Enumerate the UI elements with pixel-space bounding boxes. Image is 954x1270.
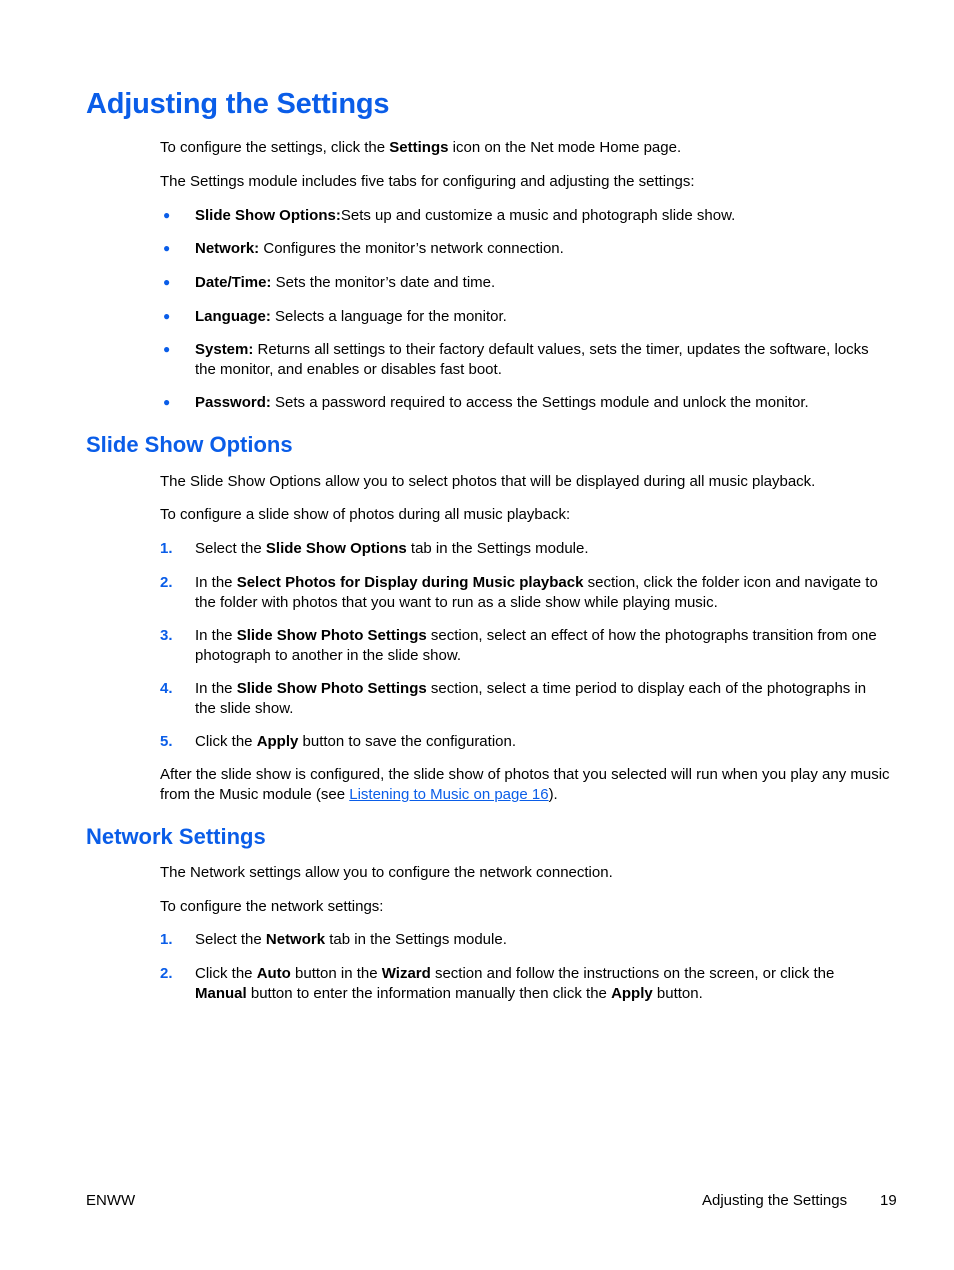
step-number: 2. bbox=[160, 574, 173, 591]
step-text: Click the Auto button in the Wizard section and follow the instructions on the screen, or click the Manual button to enter the information manually then click the Apply button. bbox=[195, 965, 835, 1002]
step-number: 1. bbox=[160, 540, 173, 557]
bullet-text: System: Returns all settings to their factory default values, sets the timer, updates the software, locks the monitor, and enables or disables fast boot. bbox=[195, 341, 869, 378]
step-text: In the Select Photos for Display during Music playback section, click the folder icon and navigate to the folder with photos that you want to run as a slide show while playing music. bbox=[195, 574, 878, 611]
bullet-icon: ● bbox=[163, 395, 171, 409]
step-text: Select the Network tab in the Settings module. bbox=[195, 931, 507, 948]
step-number: 2. bbox=[160, 965, 173, 982]
step-number: 4. bbox=[160, 680, 173, 697]
slideshow-after-paragraph: After the slide show is configured, the slide show of photos that you selected will run when you play any music from the Music module (see Listening to Music on page 16). bbox=[160, 766, 890, 803]
footer-page-number: 19 bbox=[880, 1192, 897, 1209]
cross-reference-link[interactable]: Listening to Music on page 16 bbox=[349, 785, 549, 803]
intro-paragraph-2: The Settings module includes five tabs for configuring and adjusting the settings: bbox=[160, 173, 695, 190]
page-title: Adjusting the Settings bbox=[86, 88, 390, 120]
footer-section-title: Adjusting the Settings bbox=[702, 1192, 848, 1209]
step-text: In the Slide Show Photo Settings section, select a time period to display each of the photographs in the slide show. bbox=[195, 680, 867, 717]
step-number: 5. bbox=[160, 733, 173, 750]
step-number: 1. bbox=[160, 931, 173, 948]
network-paragraph-1: The Network settings allow you to configure the network connection. bbox=[160, 864, 613, 881]
intro-paragraph-1: To configure the settings, click the Settings icon on the Net mode Home page. bbox=[160, 139, 682, 156]
slideshow-paragraph-2: To configure a slide show of photos during all music playback: bbox=[160, 506, 571, 523]
bullet-icon: ● bbox=[163, 309, 171, 323]
bullet-text: Password: Sets a password required to access the Settings module and unlock the monitor. bbox=[195, 394, 809, 411]
step-number: 3. bbox=[160, 627, 173, 644]
bullet-icon: ● bbox=[163, 275, 171, 289]
step-text: Select the Slide Show Options tab in the Settings module. bbox=[195, 540, 589, 557]
section-heading-slide-show: Slide Show Options bbox=[86, 432, 293, 457]
bullet-icon: ● bbox=[163, 342, 171, 356]
slideshow-paragraph-1: The Slide Show Options allow you to select photos that will be displayed during all music playback. bbox=[160, 473, 816, 490]
bullet-text: Date/Time: Sets the monitor’s date and time. bbox=[195, 274, 496, 291]
bullet-text: Network: Configures the monitor’s network connection. bbox=[195, 240, 564, 257]
bullet-icon: ● bbox=[163, 208, 171, 222]
network-paragraph-2: To configure the network settings: bbox=[160, 898, 384, 915]
step-text: Click the Apply button to save the configuration. bbox=[195, 733, 517, 750]
footer-left: ENWW bbox=[86, 1192, 136, 1209]
bullet-text: Language: Selects a language for the monitor. bbox=[195, 308, 507, 325]
bullet-text: Slide Show Options:Sets up and customize a music and photograph slide show. bbox=[195, 207, 736, 224]
step-text: In the Slide Show Photo Settings section, select an effect of how the photographs transition from one photograph to another in the slide show. bbox=[195, 627, 877, 664]
bullet-icon: ● bbox=[163, 241, 171, 255]
section-heading-network: Network Settings bbox=[86, 824, 266, 849]
